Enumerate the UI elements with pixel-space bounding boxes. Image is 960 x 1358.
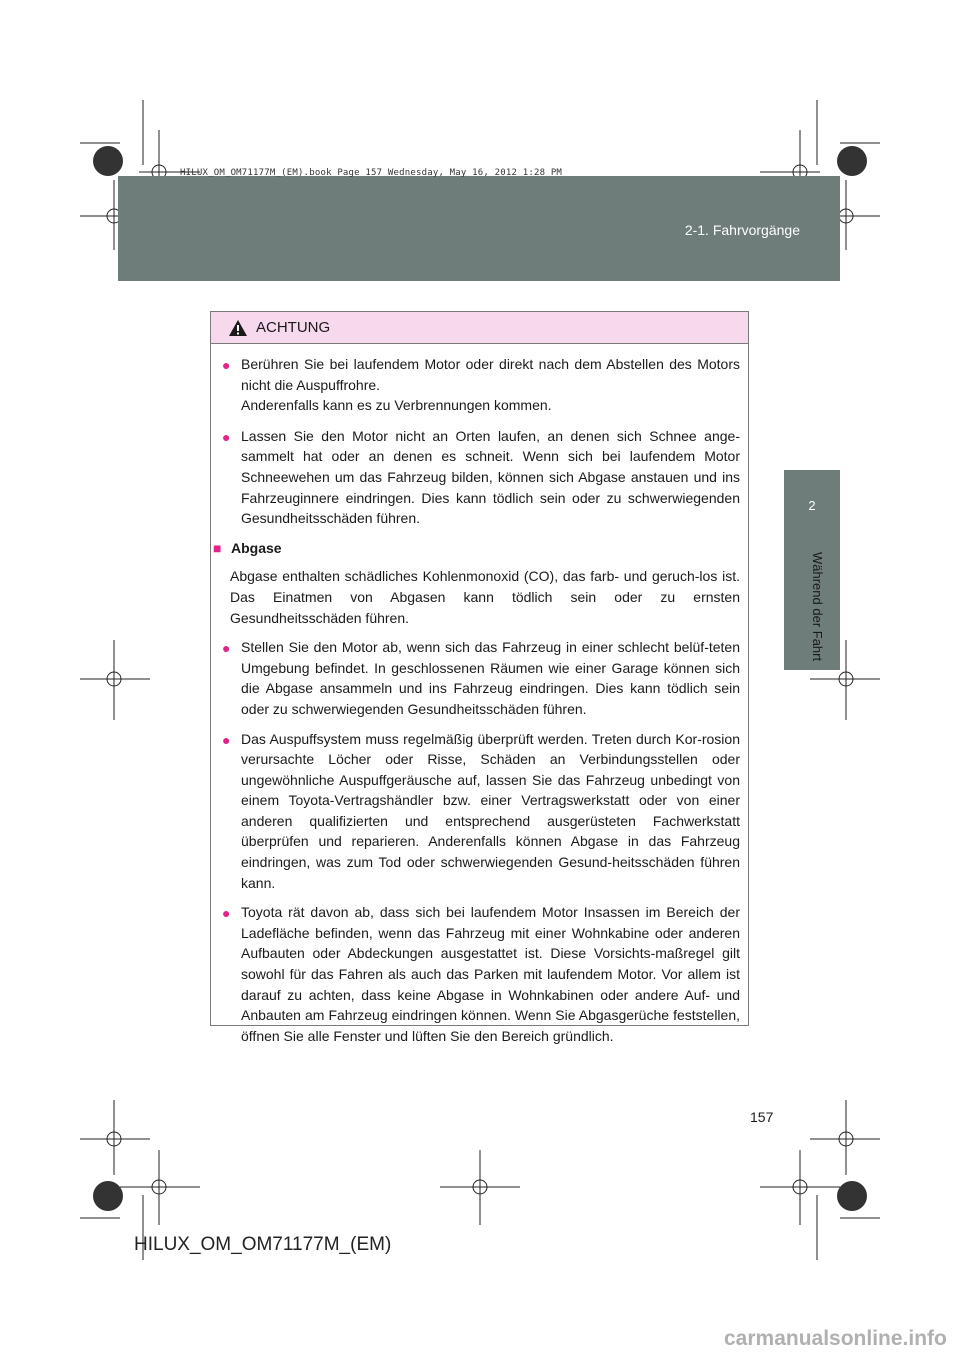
footer-code: HILUX_OM_OM71177M_(EM) [134,1234,392,1255]
section-title: 2-1. Fahrvorgänge [684,222,800,238]
warning-header [211,312,748,344]
bullet-icon: ● [222,357,231,373]
warning-triangle-icon [228,319,248,337]
bullet-icon: ● [222,428,231,445]
list-item: ● Toyota rät davon ab, dass sich bei laufendem Motor Insassen im Bereich der Ladefläche befinden, wenn das Fahrzeug mit einer Wohnkabine oder anderen Aufbauten oder Abdeckungen ausgestattet ist. Diese Vorsichts-maßregel gilt sowohl für das Fahren als auch das Parken mit laufendem Motor. Vor allem ist darauf zu achten, dass keine Abgase in Wohnkabinen oder andere Auf- und Anbauten am Fahrzeug eindringen können. Wenn Sie Abgasgerüche feststellen, öffnen Sie alle Fenster und lüften Sie den Bereich gründlich. [222,904,740,1044]
list-item: ● Lassen Sie den Motor nicht an Orten laufen, an denen sich Schnee ange-sammelt hat oder an denen es schneit. Wenn sich bei laufendem Motor Schneewehen um das Fahrzeug bilden, können sich Abgase anstauen und ins Fahrzeuginnere eindringen. Dies kann tödlich sein oder zu schwerwiegenden Gesundheitsschäden führen. [222,427,740,527]
bullet-icon: ● [222,905,231,922]
list-item: ● Berühren Sie bei laufendem Motor oder direkt nach dem Abstellen des Motors nicht die Auspuffrohre. Anderenfalls kann es zu Verbrennungen kommen. [222,356,740,414]
list-item: ● Stellen Sie den Motor ab, wenn sich das Fahrzeug in einer schlecht belüf-teten Umgebung befindet. In geschlossenen Räumen wie einer Garage können sich die Abgase ansammeln und ins Fahrzeug eindringen. Dies kann tödlich sein oder zu schwerwiegenden Gesundheitsschäden führen. [222,639,740,717]
bullet-icon: ● [222,731,231,748]
chapter-label: Während der Fahrt [810,552,825,662]
watermark: carmanualsonline.info [724,1327,947,1350]
warning-title: ACHTUNG [256,319,331,336]
warning-box [210,311,749,1044]
warning-content [211,344,748,1046]
chapter-number: 2 [808,498,816,513]
square-bullet-icon: ■ [213,539,222,556]
section-subhead: ■ Abgase [219,538,740,559]
bullet-icon: ● [222,640,231,657]
paragraph: Abgase enthalten schädliches Kohlenmonoxid (CO), das farb- und geruch-los ist. Das Einatmen von Abgasen kann tödlich sein oder zu ernsten Gesundheitsschäden führen. [230,568,740,626]
list-item: ● Das Auspuffsystem muss regelmäßig überprüft werden. Treten durch Kor-rosion verursachte Löcher oder Risse, Schäden an Verbindungsstellen oder ungewöhnliche Auspuffgeräusche auf, lassen Sie das Fahrzeug unbedingt von einem Toyota-Vertragshändler bzw. einer Vertragswerkstatt oder von einer anderen qualifizierten und entsprechend ausgerüsteten Fachwerkstatt überprüfen und reparieren. Anderenfalls können Abgase in das Fahrzeug eindringen, was zum Tod oder schwerwiegenden Gesund-heitsschäden führen kann. [222,730,740,891]
page-number: 157 [750,1109,774,1125]
book-info-line: HILUX_OM_OM71177M_(EM).book Page 157 Wednesday, May 16, 2012 1:28 PM [180,168,563,178]
